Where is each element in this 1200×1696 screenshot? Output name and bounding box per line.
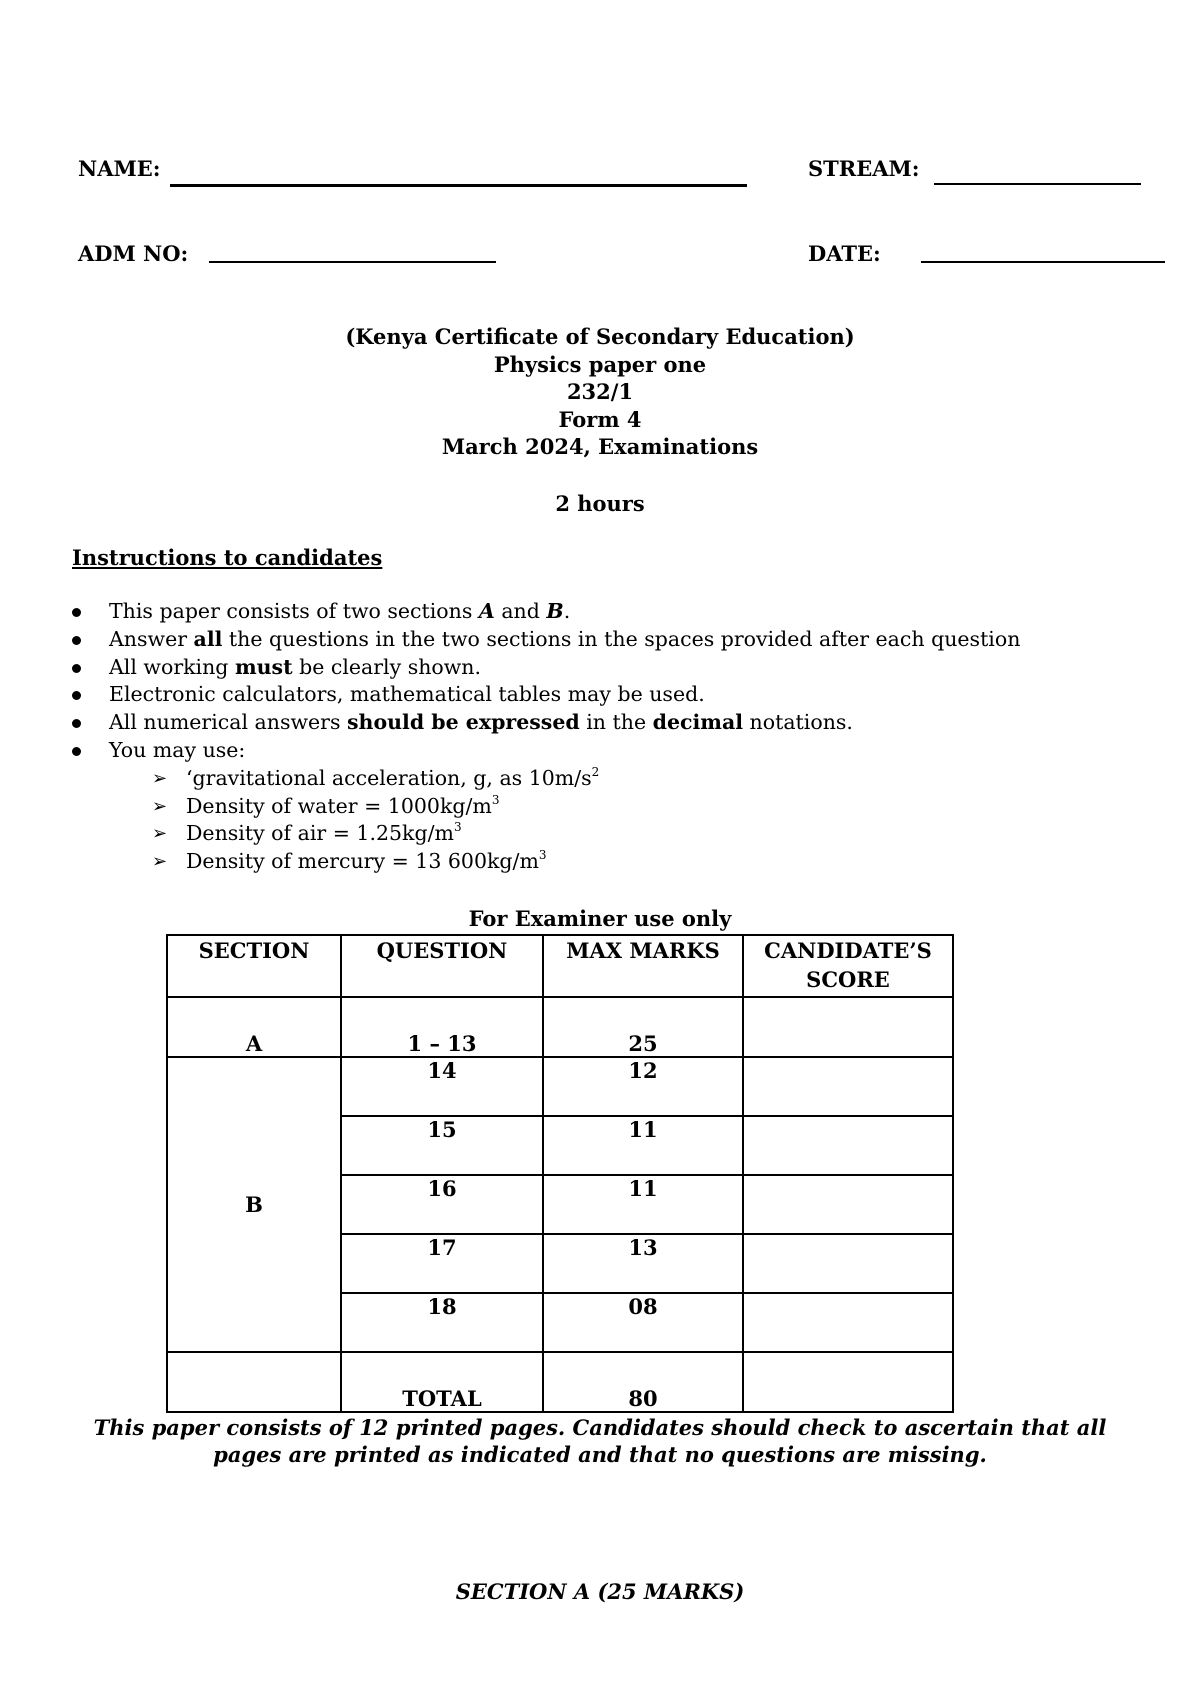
instruction-item: Electronic calculators, mathematical tables may be used. <box>72 681 1020 709</box>
question-cell: 18 <box>341 1293 543 1352</box>
arrow-bullet-icon: ➢ <box>152 795 168 817</box>
max-marks-cell: 13 <box>543 1234 743 1293</box>
question-cell: 14 <box>341 1057 543 1116</box>
constant-item: ➢ Density of water = $1000kg/m^3$ <box>109 793 1020 821</box>
question-cell: 1 – 13 <box>341 997 543 1057</box>
examiner-marks-table <box>166 934 954 1413</box>
pages-note: This paper consists of 12 printed pages. Candidates should check to ascertain that all pages are printed as indicated and that no questions are missing. <box>93 1415 1107 1467</box>
header-max-marks: MAX MARKS <box>543 935 743 997</box>
bullet-icon <box>72 664 81 673</box>
score-cell[interactable] <box>743 1057 953 1116</box>
question-cell: 16 <box>341 1175 543 1234</box>
name-label: NAME: <box>78 156 161 181</box>
arrow-bullet-icon: ➢ <box>152 767 168 789</box>
instructions-list <box>72 598 1020 876</box>
constant-item: ➢ Density of mercury = 13 $600kg/m^3$ <box>109 848 1020 876</box>
bullet-icon <box>72 636 81 645</box>
max-marks-cell: 11 <box>543 1116 743 1175</box>
stream-label: STREAM: <box>808 156 920 181</box>
instruction-item: All numerical answers should be expressed in the decimal notations. <box>72 709 1020 737</box>
exam-title-block <box>0 323 1200 461</box>
constant-item: ➢ Density of air = $1.25kg/m^3$ <box>109 820 1020 848</box>
instruction-item: Answer all the questions in the two sections in the spaces provided after each question <box>72 626 1020 654</box>
exam-duration: 2 hours <box>555 491 645 516</box>
total-label: TOTAL <box>341 1352 543 1412</box>
table-row <box>167 1057 953 1116</box>
section-cell <box>167 1352 341 1412</box>
exam-code: 232/1 <box>566 379 634 404</box>
bullet-icon <box>72 691 81 700</box>
section-cell: B <box>167 1057 341 1352</box>
date-label: DATE: <box>808 241 881 266</box>
header-question: QUESTION <box>341 935 543 997</box>
score-cell[interactable] <box>743 1116 953 1175</box>
instruction-item: All working must be clearly shown. <box>72 654 1020 682</box>
score-cell[interactable] <box>743 1293 953 1352</box>
name-field[interactable] <box>170 184 747 187</box>
constant-item: ➢ ‘gravitational acceleration, g, as $10m/s^2$ <box>109 765 1020 793</box>
arrow-bullet-icon: ➢ <box>152 851 168 873</box>
max-marks-cell: 25 <box>543 997 743 1057</box>
exam-date: March 2024, Examinations <box>441 434 759 459</box>
max-marks-cell: 12 <box>543 1057 743 1116</box>
date-field[interactable] <box>921 261 1165 263</box>
examiner-caption: For Examiner use only <box>468 906 732 931</box>
header-candidate-score: CANDIDATE’S SCORE <box>743 935 953 997</box>
stream-field[interactable] <box>934 183 1141 185</box>
instruction-item: This paper consists of two sections A and B. <box>72 598 1020 626</box>
bullet-icon <box>72 719 81 728</box>
table-header-row <box>167 935 953 997</box>
table-row <box>167 997 953 1057</box>
bullet-icon <box>72 608 81 617</box>
max-marks-cell: 11 <box>543 1175 743 1234</box>
instructions-heading: Instructions to candidates <box>72 545 383 570</box>
header-section: SECTION <box>167 935 341 997</box>
question-cell: 17 <box>341 1234 543 1293</box>
instruction-item: You may use: ➢ ‘gravitational acceleration, g, as $10m/s^2$ ➢ Density of water = $1000kg/m^3$ ➢ Density of air = $1.25kg/m^3$ ➢ Density of mercury = 13 $600kg/m^3$ <box>72 737 1020 876</box>
score-cell[interactable] <box>743 1234 953 1293</box>
bullet-icon <box>72 747 81 756</box>
table-total-row <box>167 1352 953 1412</box>
total-max-marks: 80 <box>543 1352 743 1412</box>
constants-list <box>109 765 1020 876</box>
exam-paper: Physics paper one <box>493 351 707 377</box>
adm-no-label: ADM NO: <box>78 241 189 266</box>
section-a-heading: SECTION A (25 MARKS) <box>455 1579 745 1604</box>
exam-body: (Kenya Certificate of Secondary Education) <box>345 324 855 349</box>
section-cell: A <box>167 997 341 1057</box>
total-score-cell[interactable] <box>743 1352 953 1412</box>
exam-form: Form 4 <box>558 406 642 432</box>
score-cell[interactable] <box>743 997 953 1057</box>
score-cell[interactable] <box>743 1175 953 1234</box>
max-marks-cell: 08 <box>543 1293 743 1352</box>
adm-no-field[interactable] <box>209 261 496 263</box>
arrow-bullet-icon: ➢ <box>152 823 168 845</box>
question-cell: 15 <box>341 1116 543 1175</box>
